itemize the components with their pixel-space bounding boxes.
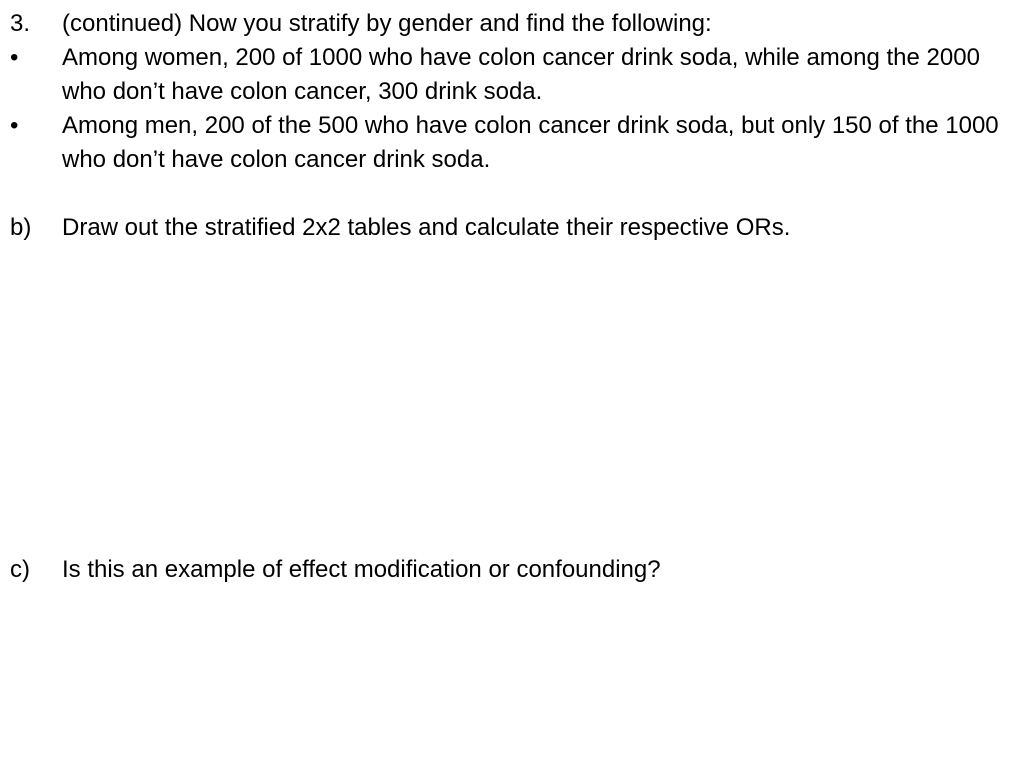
bullet-men (10, 109, 1010, 177)
bullet-women (10, 41, 1010, 109)
part-c (10, 553, 1010, 587)
part-b-text: Draw out the stratified 2x2 tables and calculate their respective ORs. (62, 214, 791, 241)
question-3 (10, 7, 1010, 41)
question-text: (continued) Now you stratify by gender and find the following: (62, 10, 712, 37)
part-c-marker: c) (10, 556, 30, 583)
part-b-marker: b) (10, 214, 32, 241)
bullet-women-text: Among women, 200 of 1000 who have colon cancer drink soda, while among the 2000 who don’t have colon cancer, 300 drink soda. (62, 44, 980, 105)
bullet-icon: • (10, 112, 19, 139)
part-b (10, 211, 1010, 245)
bullet-icon: • (10, 44, 19, 71)
question-number: 3. (10, 10, 31, 37)
bullet-men-text: Among men, 200 of the 500 who have colon cancer drink soda, but only 150 of the 1000 who don’t have colon cancer drink soda. (62, 112, 999, 173)
part-c-text: Is this an example of effect modification or confounding? (62, 556, 661, 583)
